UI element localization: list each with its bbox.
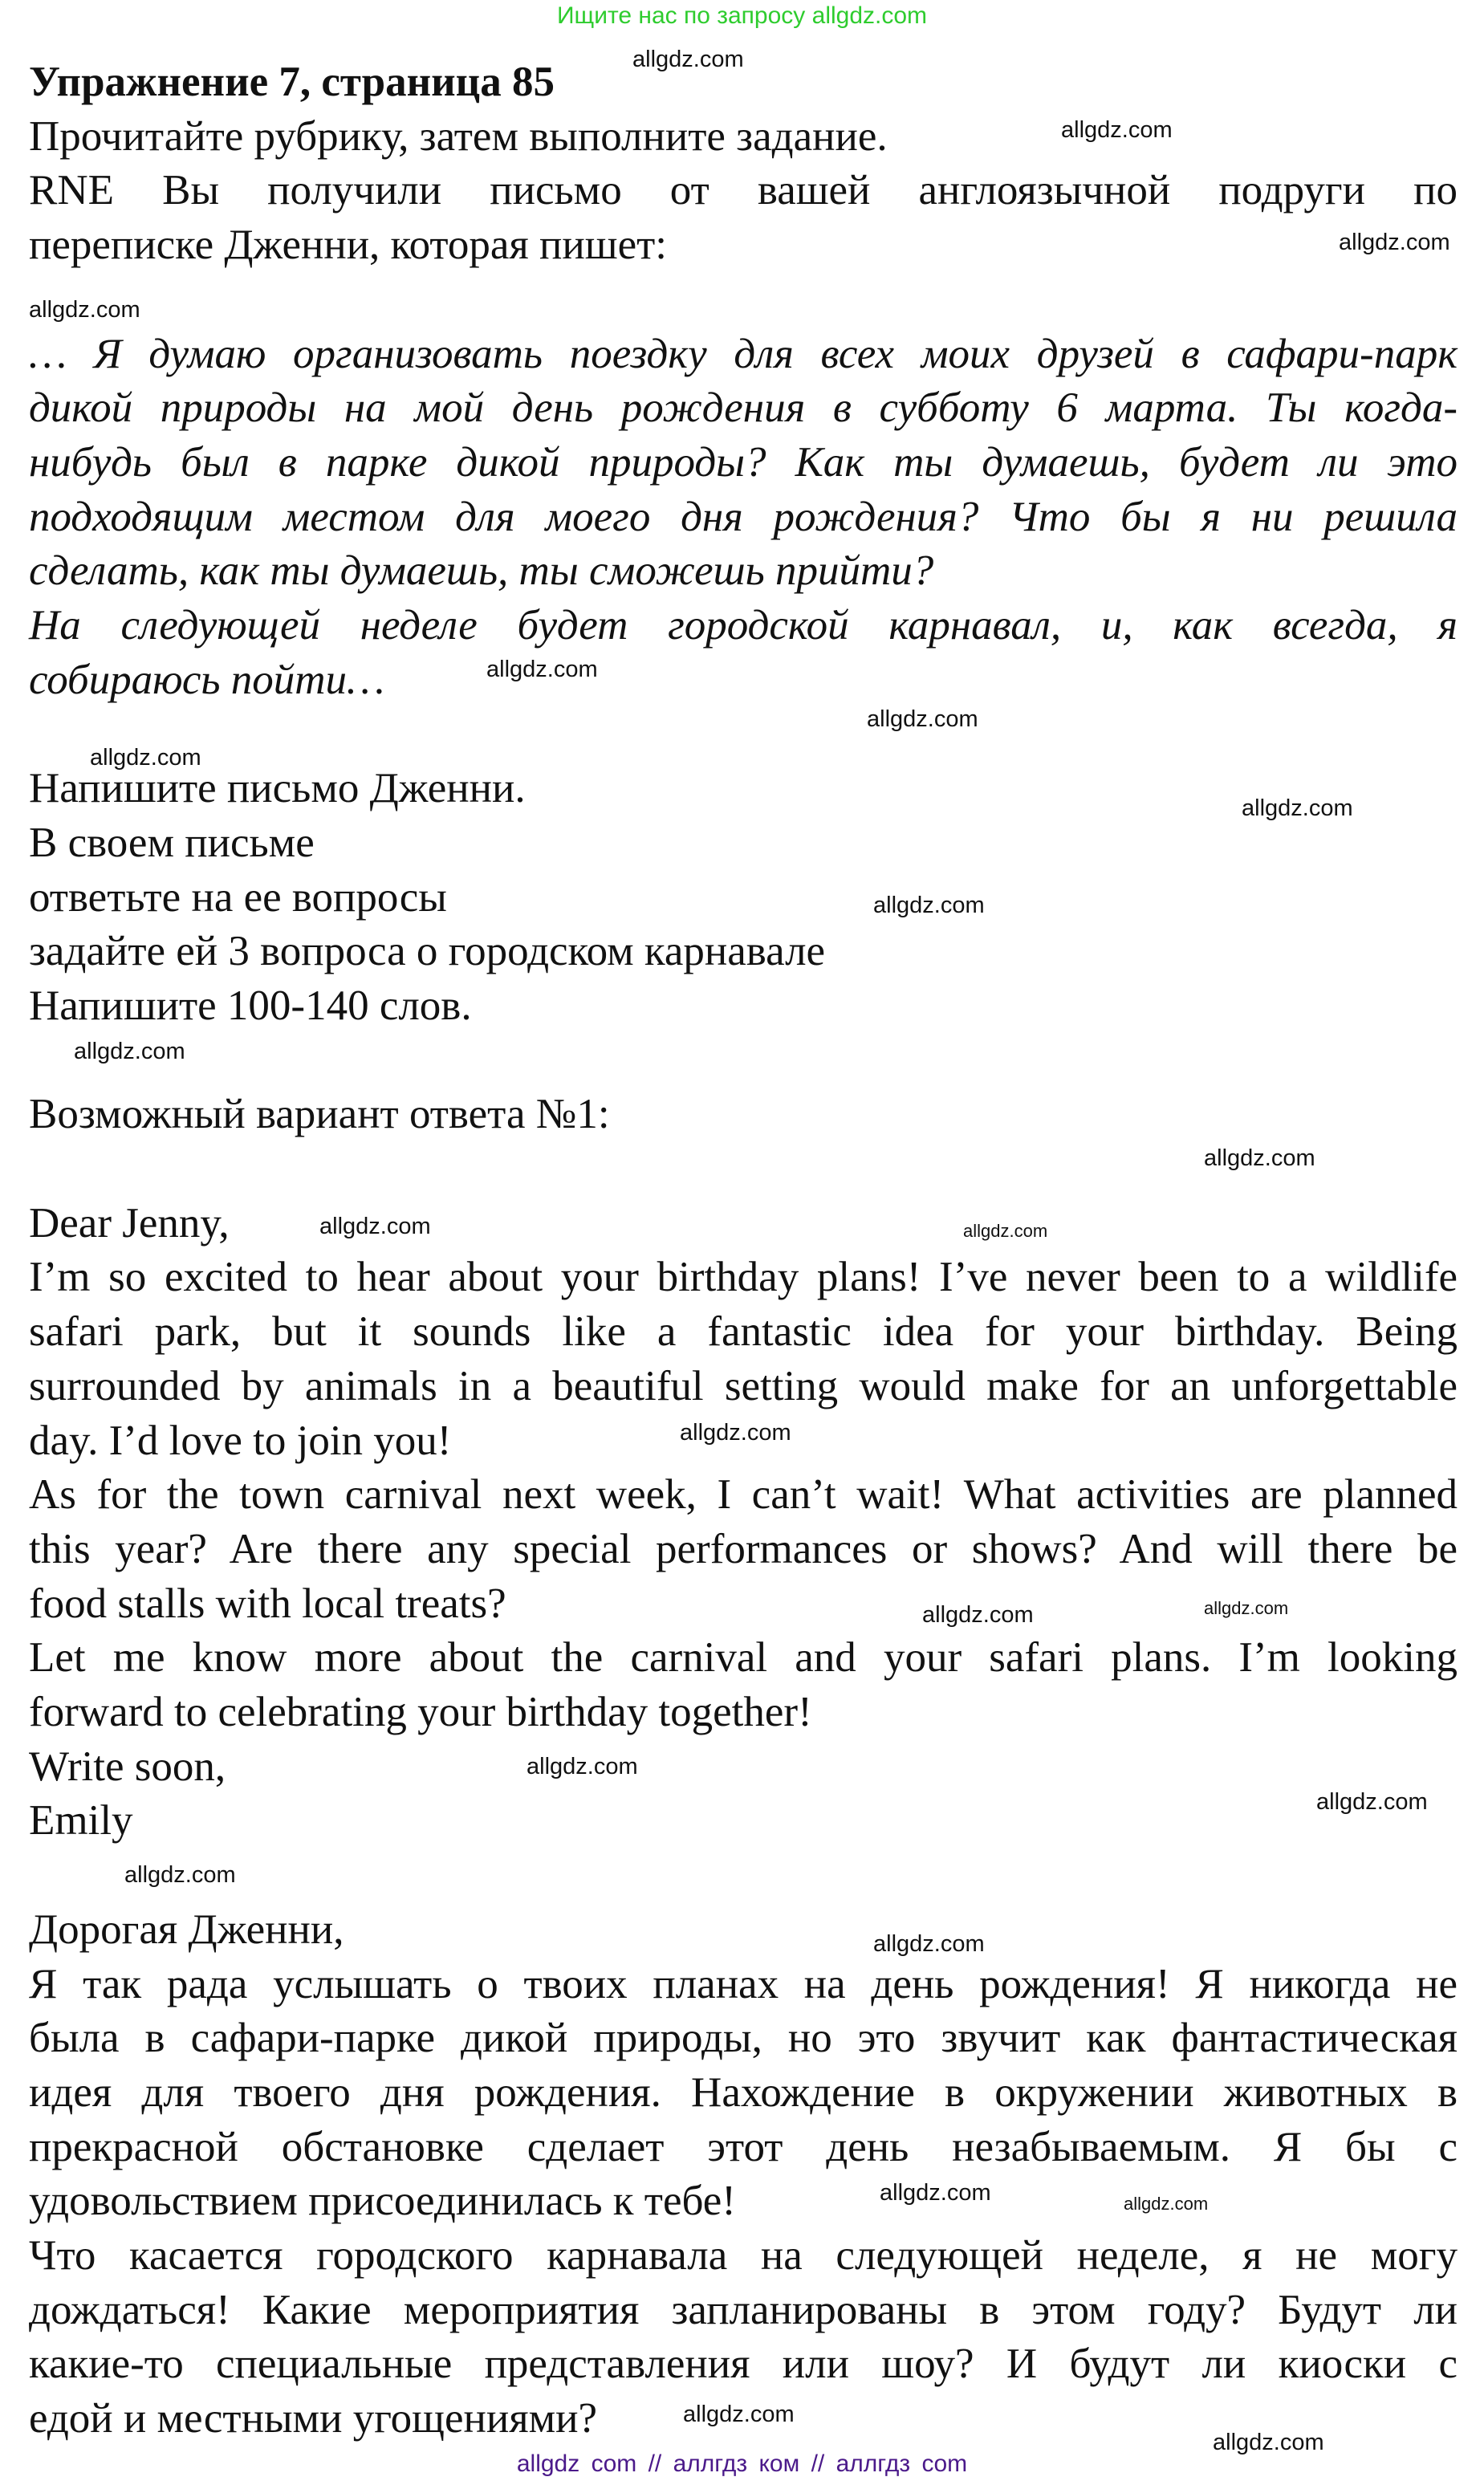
letter-quote: подходящим местом для моего дня рождения? Что бы я ни решила — [29, 493, 1458, 540]
task-item: Напишите письмо Дженни. — [29, 765, 526, 812]
watermark: allgdz.com — [867, 706, 978, 732]
answer-en-line: surrounded by animals in a beautiful setting would make for an unforgettable — [29, 1362, 1458, 1409]
answer-ru-line: Я так рада услышать о твоих планах на день рождения! Я никогда не — [29, 1960, 1458, 2007]
exercise-title: Упражнение 7, страница 85 — [29, 59, 555, 105]
letter-quote: собираюсь пойти… — [29, 656, 385, 703]
watermark: allgdz.com — [1204, 1145, 1315, 1171]
answer-en-line: Emily — [29, 1797, 133, 1844]
answer-en-line: food stalls with local treats? — [29, 1580, 506, 1627]
answer-en-line: Dear Jenny, — [29, 1199, 230, 1247]
watermark: allgdz.com — [1061, 117, 1173, 143]
answer-en-line: As for the town carnival next week, I can’t wait! What activities are planned — [29, 1471, 1458, 1519]
answer-ru-line: дождаться! Какие мероприятия запланированы в этом году? Будут ли — [29, 2286, 1458, 2333]
footer-site-links[interactable]: allgdz com // аллгдз ком // аллгдз com — [516, 2450, 968, 2477]
watermark: allgdz.com — [124, 1862, 236, 1888]
watermark: allgdz.com — [1124, 2194, 1209, 2214]
watermark: allgdz.com — [873, 893, 985, 918]
answer-ru-line: какие-то специальные представления или шоу? И будут ли киоски с — [29, 2341, 1458, 2388]
watermark: allgdz.com — [527, 1754, 638, 1779]
watermark: allgdz.com — [29, 297, 140, 323]
answer-ru-line: Дорогая Дженни, — [29, 1905, 344, 1953]
letter-quote: … Я думаю организовать поездку для всех моих друзей в сафари-парк — [29, 330, 1458, 377]
letter-quote: нибудь был в парке дикой природы? Как ты думаешь, будет ли это — [29, 438, 1458, 486]
answer-ru-line: Что касается городского карнавала на следующей неделе, я не могу — [29, 2232, 1458, 2279]
watermark: allgdz.com — [922, 1602, 1034, 1628]
letter-quote: На следующей неделе будет городской карнавал, и, как всегда, я — [29, 602, 1458, 649]
answer-en-line: I’m so excited to hear about your birthday plans! I’ve never been to a wildlife — [29, 1254, 1458, 1301]
answer-en-line: Write soon, — [29, 1743, 226, 1790]
answer-ru-line: идея для твоего дня рождения. Нахождение в окружении животных в — [29, 2068, 1458, 2116]
watermark: allgdz.com — [1316, 1789, 1428, 1815]
watermark: allgdz.com — [680, 1420, 791, 1446]
task-item: ответьте на ее вопросы — [29, 873, 447, 921]
watermark: allgdz.com — [963, 1221, 1048, 1241]
watermark: allgdz.com — [1204, 1598, 1289, 1618]
watermark: allgdz.com — [1339, 230, 1450, 255]
task-item: задайте ей 3 вопроса о городском карнавале — [29, 928, 826, 975]
search-banner-link[interactable]: Ищите нас по запросу allgdz.com — [556, 2, 928, 29]
letter-quote: сделать, как ты думаешь, ты сможешь прийти? — [29, 547, 934, 595]
watermark: allgdz.com — [632, 47, 744, 72]
watermark: allgdz.com — [74, 1039, 185, 1064]
task-item: В своем письме — [29, 819, 315, 866]
watermark: allgdz.com — [880, 2180, 991, 2206]
answer-en-line: day. I’d love to join you! — [29, 1417, 452, 1464]
letter-quote: дикой природы на мой день рождения в субботу 6 марта. Ты когда- — [29, 384, 1458, 432]
answer-ru-line: удовольствием присоединилась к тебе! — [29, 2178, 736, 2225]
answer-ru-line: едой и местными угощениями? — [29, 2395, 597, 2442]
task-item: Напишите 100-140 слов. — [29, 982, 472, 1029]
answer-en-line: forward to celebrating your birthday together! — [29, 1689, 812, 1735]
answer-ru-line: прекрасной обстановке сделает этот день незабываемым. Я бы с — [29, 2123, 1458, 2170]
task-text: RNE Вы получили письмо от вашей англоязычной подруги по — [29, 167, 1458, 214]
answer-en-line: this year? Are there any special performances or shows? And will there be — [29, 1525, 1458, 1572]
watermark: allgdz.com — [1213, 2430, 1324, 2455]
instruction: Прочитайте рубрику, затем выполните задание. — [29, 112, 888, 160]
watermark: allgdz.com — [90, 745, 201, 771]
task-text: переписке Дженни, которая пишет: — [29, 222, 667, 269]
watermark: allgdz.com — [683, 2402, 795, 2427]
answer-heading: Возможный вариант ответа №1: — [29, 1091, 610, 1138]
watermark: allgdz.com — [486, 657, 598, 682]
answer-en-line: safari park, but it sounds like a fantastic idea for your birthday. Being — [29, 1308, 1458, 1356]
answer-ru-line: была в сафари-парке дикой природы, но это звучит как фантастическая — [29, 2015, 1458, 2062]
watermark: allgdz.com — [1242, 795, 1353, 821]
watermark: allgdz.com — [873, 1931, 985, 1957]
watermark: allgdz.com — [319, 1214, 431, 1239]
answer-en-line: Let me know more about the carnival and your safari plans. I’m looking — [29, 1634, 1458, 1682]
